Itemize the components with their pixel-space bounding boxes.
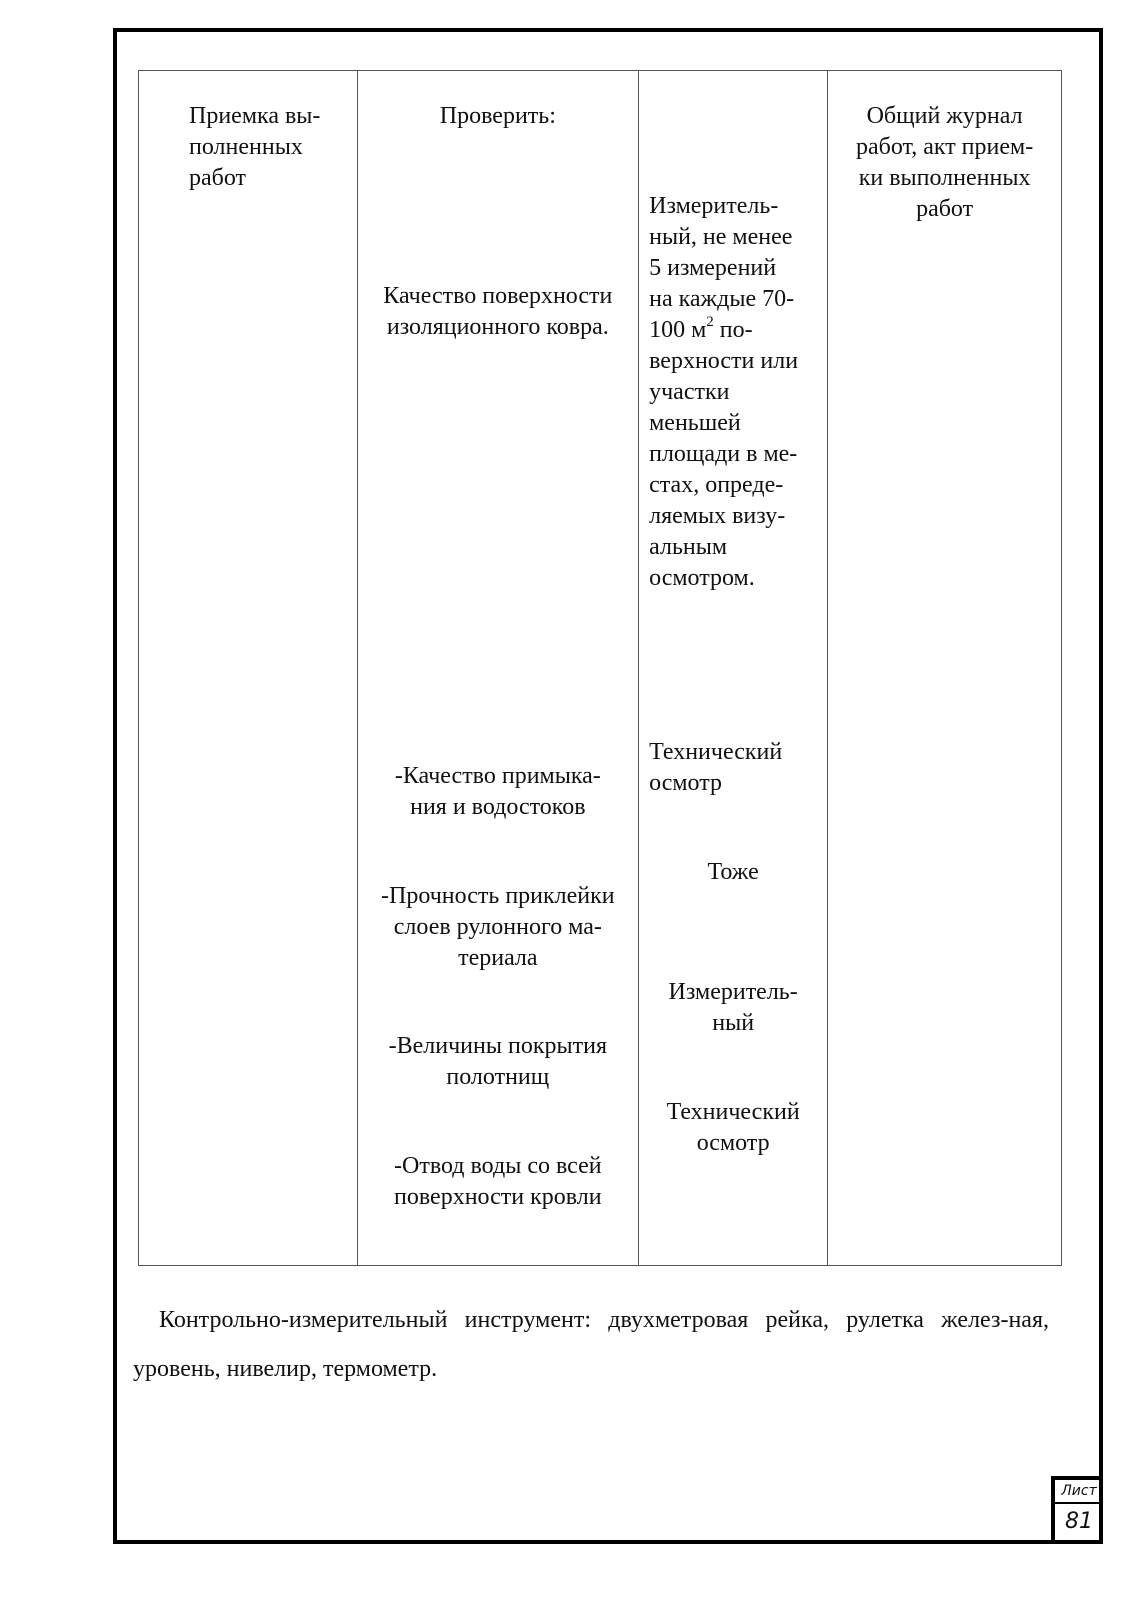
sheet-label: Лист [1055,1480,1103,1504]
method-item-1-part2: по- [713,317,753,343]
check-item-1: Качество поверхности изоляционного ковра. [383,283,613,340]
method-item-4: Измеритель- ный [668,979,798,1036]
method-item-1-part1: Измеритель- ный, не менее 5 измерений на каждые 70- 100 м [649,193,795,343]
control-table [138,70,1062,1266]
check-item-5: -Отвод воды со всей поверхности кровли [394,1153,602,1210]
method-item-2: Технический осмотр [649,739,783,796]
stage-text: Приемка вы- полненных работ [189,103,321,191]
document-text: Общий журнал работ, акт прием- ки выполненных работ [855,103,1034,222]
check-item-3: -Прочность приклейки слоев рулонного ма- териала [381,883,615,971]
method-item-1-part3: верхности или участки меньшей площади в ме- стах, опреде- ляемых визу- альным осмотром. [649,348,799,591]
check-item-4: -Величины покрытия полотнищ [388,1033,607,1090]
check-item-2: -Качество примыка- ния и водостоков [394,763,601,820]
stage-cell [139,71,358,1266]
method-item-5: Технический осмотр [666,1099,800,1156]
check-cell [357,71,639,1266]
method-item-3: Тоже [707,859,759,885]
sheet-number: 81 [1065,1509,1093,1534]
sheet-stamp [1051,1476,1103,1544]
method-item-1 [649,191,819,594]
document-cell [828,71,1062,1266]
method-item-1-sup: 2 [706,314,714,330]
instrument-paragraph [133,1296,1049,1394]
check-heading: Проверить: [439,103,556,129]
method-cell [639,71,828,1266]
table-row [139,71,1062,1266]
instrument-text: Контрольно-измерительный инструмент: двухметровая рейка, рулетка желез-ная, уровень, нивелир, термометр. [133,1307,1049,1382]
